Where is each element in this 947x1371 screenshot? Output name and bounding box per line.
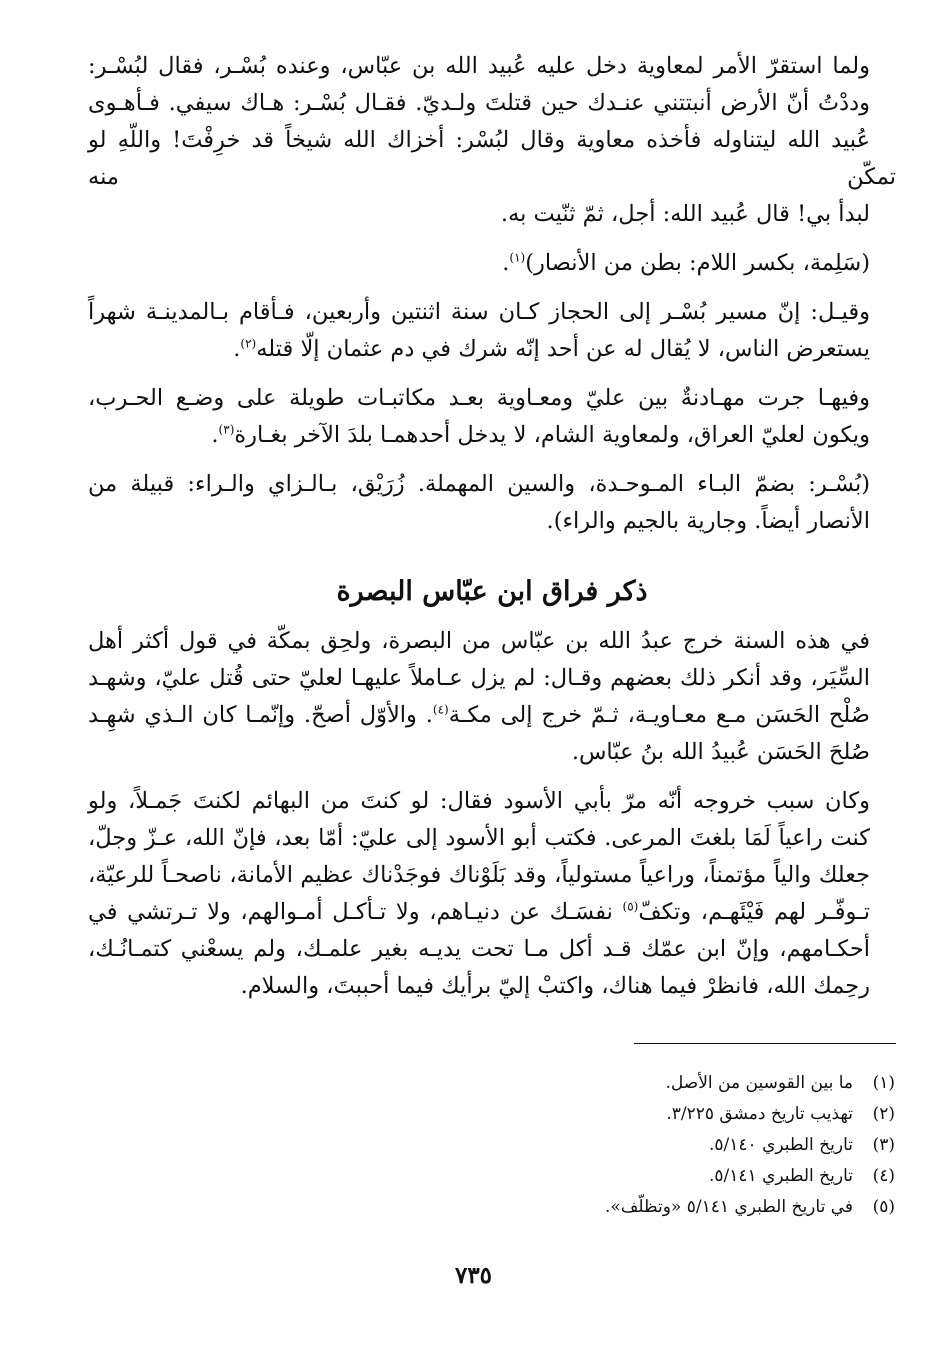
text-line [88, 894, 896, 931]
text-line: لبدأ بي! قال عُبيد الله: أجل، ثمّ ثنّيت به. [500, 201, 870, 227]
footnote-item [295, 1068, 895, 1099]
page-number: ٧٣٥ [454, 1262, 493, 1289]
footnote-item [295, 1130, 895, 1161]
text-line [88, 417, 896, 454]
footnote-number: (٢) [872, 1104, 895, 1124]
footnote-number: (٥) [872, 1197, 895, 1217]
text-line: أحكـامهم، وإنّ ابن عمّك قـد أكل مـا تحت يديـه بغير علمـك، ولم يسعْني كتمـانُـك، [88, 936, 870, 962]
paragraph [88, 623, 896, 771]
footnote-item [295, 1099, 895, 1130]
text-line: في هذه السنة خرج عبدُ الله بن عبّاس من البصرة، ولحِق بمكّة في قول أكثر أهل [88, 628, 870, 654]
text-line [88, 697, 896, 734]
paragraph [88, 245, 896, 282]
paragraph [88, 48, 896, 233]
footnote-text: ما بين القوسين من الأصل. [665, 1073, 853, 1093]
paragraph [88, 783, 896, 1005]
text-line-suffix: . [502, 250, 510, 276]
text-line [88, 245, 896, 282]
paragraph [88, 294, 896, 368]
text-line [88, 331, 896, 368]
text-line: الأنصار أيضاً. وجارية بالجيم والراء). [546, 508, 870, 534]
text-line: وددْتُ أنّ الأرض أنبتتني عنـدك حين قتلتَ ولـديّ. فقـال بُسْـر: هـاك سيفي. فـأهـوى [88, 90, 870, 116]
text-line: ولما استقرّ الأمر لمعاوية دخل عليه عُبيد الله بن عبّاس، وعنده بُسْـر، فقال لبُسْـر: [88, 53, 870, 79]
footnotes [295, 1068, 895, 1223]
footnote-marker: (٤) [432, 702, 449, 717]
footnote-text: تاريخ الطبري ٥/١٤٠. [709, 1135, 853, 1155]
text-line: وفيهـا جرت مهـادنةٌ بين عليّ ومعـاوية بعـد مكاتبـات طويلة على وضـع الحـرب، [88, 385, 870, 411]
footnote-marker: (٥) [622, 899, 639, 914]
text-line-suffix: . والأوّل أصحّ. وإنّمـا كان الـذي شهِـد [88, 702, 433, 728]
text-line: (بُسْـر: بضمّ البـاء المـوحـدة، والسين المهملة. زُرَيْق، بـالـزاي والـراء: قبيلة من [88, 471, 870, 497]
text-line: رحِمك الله، فانظرْ فيما هناك، واكتبْ إليّ برأيك فيما أحببتَ، والسلام. [240, 973, 870, 999]
text-line-content: (سَلِمة، بكسر اللام: بطن من الأنصار) [525, 250, 870, 276]
text-line: وقيـل: إنّ مسير بُسْـر إلى الحجاز كـان سنة اثنتين وأربعين، فـأقام بـالمدينـة شهراً [88, 299, 870, 325]
text-line: عُبيد الله ليتناوله فأخذه معاوية وقال لبُسْر: أخزاك الله شيخاً قد خرِفْتَ! واللّهِ لو تمكّن منه [88, 127, 896, 190]
footnote-text: في تاريخ الطبري ٥/١٤١ «وتظلّف». [605, 1197, 853, 1217]
footnote-marker: (١) [509, 250, 526, 265]
text-line-content: ويكون لعليّ العراق، ولمعاوية الشام، لا يدخل أحدهمـا بلدَ الآخر بغـارة [234, 422, 870, 448]
page-body [88, 48, 896, 1017]
footnote-number: (٤) [872, 1166, 895, 1186]
footnote-marker: (٣) [218, 422, 235, 437]
footnote-item [295, 1161, 895, 1192]
text-line: كنت راعياً لَمَا بلغتَ المرعى. فكتب أبو الأسود إلى عليّ: أمّا بعد، فإنّ الله، عـزّ وجلّ، [88, 825, 870, 851]
paragraph [88, 466, 896, 540]
text-line: جعلك والياً مؤتمناً، وراعياً مستولياً، وقد بَلَوْناك فوجَدْناك عظيم الأمانة، ناصحـاً للرعيّة، [88, 862, 870, 888]
text-line-content: يستعرض الناس، لا يُقال له عن أحد إنّه شرك في دم عثمان إلّا قتله [256, 336, 870, 362]
text-line-content: تـوفّـر لهم فَيْئَهـم، وتكفّ [638, 899, 871, 925]
text-line-suffix: . [233, 336, 241, 362]
text-line-content: صُلْح الحَسَن مـع معـاويـة، ثـمّ خرج إلى مكـة [448, 702, 870, 728]
footnote-divider [634, 1043, 896, 1044]
paragraph [88, 380, 896, 454]
footnote-number: (١) [872, 1073, 895, 1093]
footnote-text: تاريخ الطبري ٥/١٤١. [709, 1166, 853, 1186]
section-heading: ذكر فراق ابن عبّاس البصرة [336, 576, 648, 607]
text-line-suffix: نفسَـك عن دنيـاهم، ولا تـأكـل أمـوالهم، ولا تـرتشي في [88, 899, 623, 925]
footnote-number: (٣) [872, 1135, 895, 1155]
text-line: صُلحَ الحَسَن عُبيدُ الله بنُ عبّاس. [571, 739, 870, 765]
text-line-suffix: . [211, 422, 219, 448]
text-line: وكان سبب خروجه أنّه مرّ بأبي الأسود فقال: لو كنتَ من البهائم لكنتَ جَمـلاً، ولو [88, 788, 870, 814]
footnote-marker: (٢) [240, 336, 257, 351]
footnote-item [295, 1192, 895, 1223]
footnote-text: تهذيب تاريخ دمشق ٣/٢٢٥. [666, 1104, 853, 1124]
text-line: السِّيَر، وقد أنكر ذلك بعضهم وقـال: لم يزل عـاملاً عليهـا لعليّ حتى قُتل عليّ، وشهـد [88, 665, 870, 691]
